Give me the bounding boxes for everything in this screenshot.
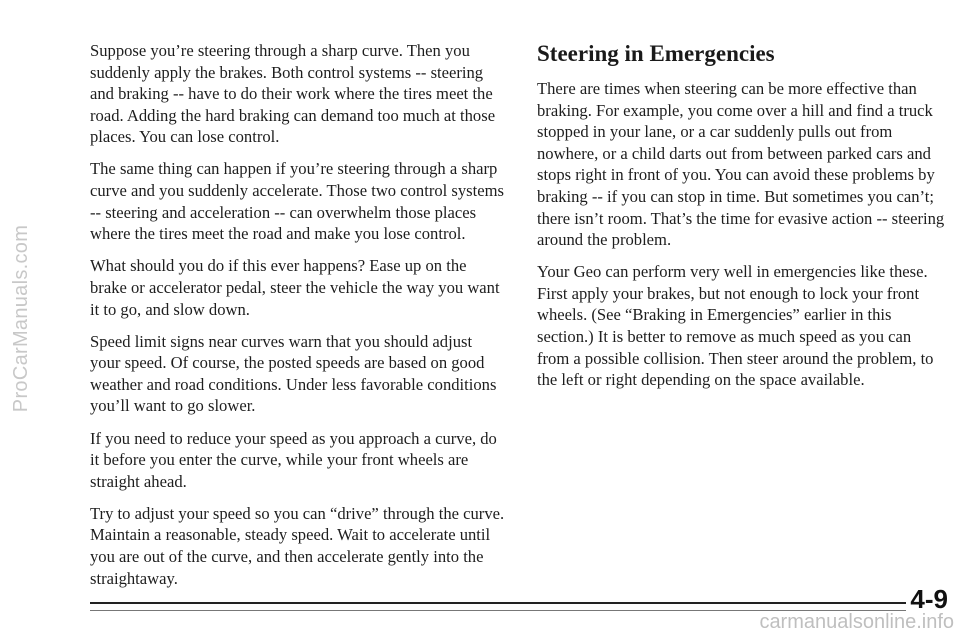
side-watermark-text: ProCarManuals.com [10,224,33,412]
paragraph: Your Geo can perform very well in emergencies like these. First apply your brakes, but not enough to lock your front wheels. (See “Braking in Emergencies” earlier in this section.) It is better to remove as much speed as you can from a possible collision. Then steer around the problem, to the left or right depending on the space available. [537,262,934,390]
section-heading: Steering in Emergencies [537,41,775,66]
paragraph: If you need to reduce your speed as you approach a curve, do it before you enter the curve, while your front wheels are straight ahead. [90,428,497,491]
paragraph: Try to adjust your speed so you can “drive” through the curve. Maintain a reasonable, steady speed. Wait to accelerate until you are out of the curve, and then accelerate gently into the straightaway. [90,503,505,588]
left-column [90,40,505,600]
page-number: 4-9 [910,584,948,614]
right-column [537,40,947,401]
paragraph: The same thing can happen if you’re steering through a sharp curve and you suddenly accelerate. Those two control systems -- steering and acceleration -- can overwhelm those places where the tires meet the road and make you lose control. [90,159,504,244]
paragraph: What should you do if this ever happens? Ease up on the brake or accelerator pedal, steer the vehicle the way you want it to go, and slow down. [90,256,500,319]
side-watermark [10,0,34,636]
paragraph: Suppose you’re steering through a sharp curve. Then you suddenly apply the brakes. Both control systems -- steering and braking -- have to do their work where the tires meet the road. Adding the hard braking can demand too much at those places. You can lose control. [90,41,496,147]
footer-rule-thick [90,602,906,604]
paragraph: Speed limit signs near curves warn that you should adjust your speed. Of course, the posted speeds are based on good weather and road conditions. Under less favorable conditions you’ll want to go slower. [90,331,497,416]
paragraph: There are times when steering can be more effective than braking. For example, you come over a hill and find a truck stopped in your lane, or a car suddenly pulls out from nowhere, or a child darts out from between parked cars and stops right in front of you. You can avoid these problems by braking -- if you can stop in time. But sometimes you can’t; there isn’t room. That’s the time for evasive action -- steering around the problem. [537,79,945,250]
bottom-watermark: carmanualsonline.info [759,611,954,633]
